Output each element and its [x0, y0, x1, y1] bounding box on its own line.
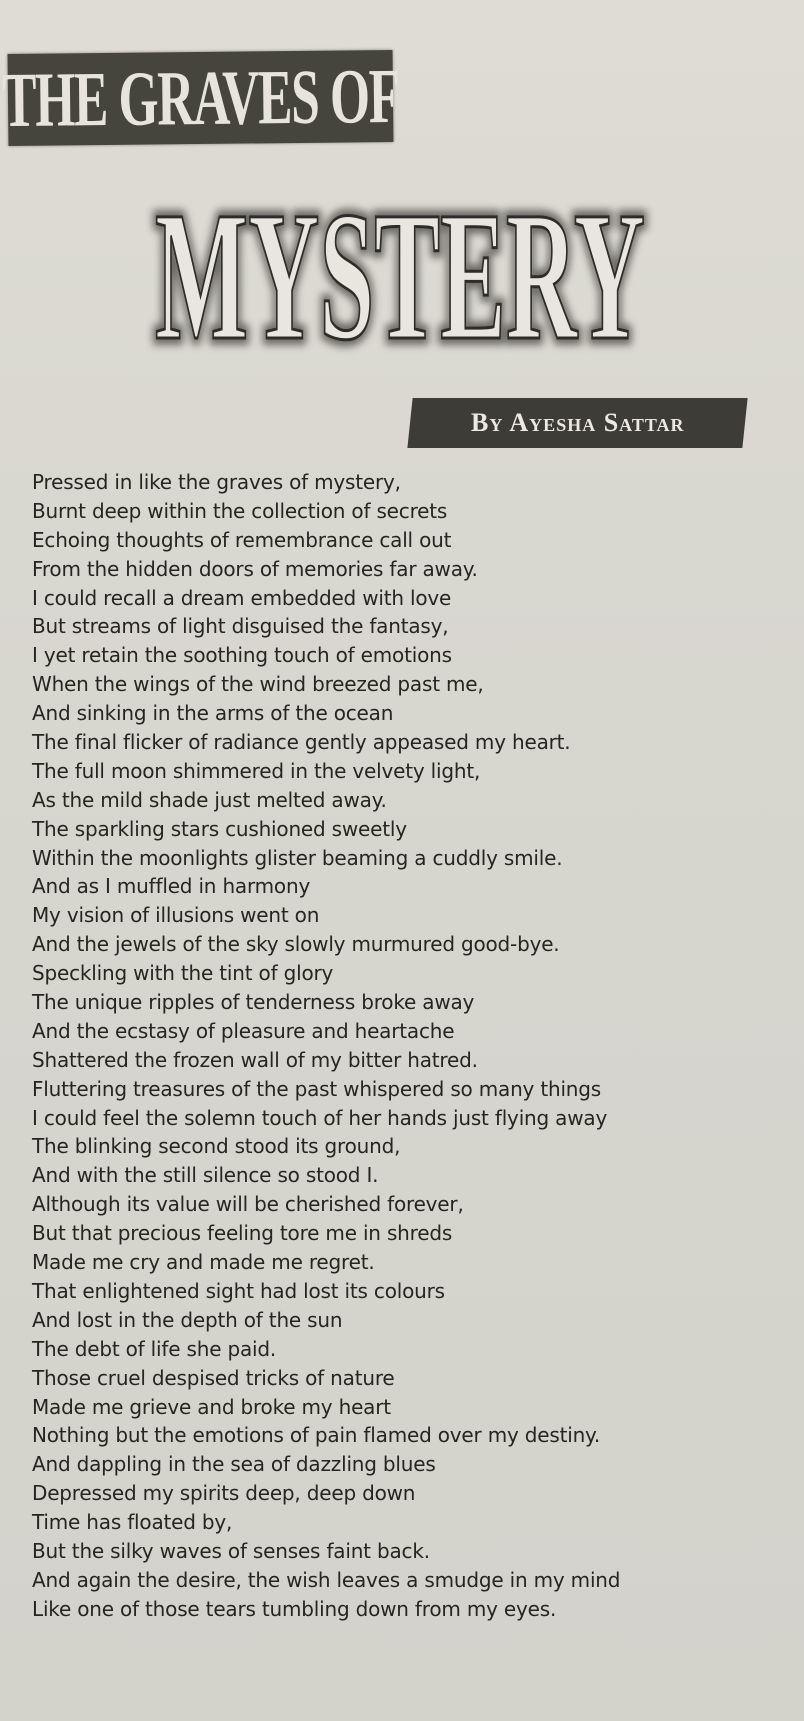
poem-line: The full moon shimmered in the velvety light, [32, 758, 481, 783]
title-banner [1, 50, 400, 146]
poem-line: When the wings of the wind breezed past me, [32, 672, 484, 697]
poem-line: And the jewels of the sky slowly murmured good-bye. [32, 932, 560, 957]
poem-line: The debt of life she paid. [32, 1336, 277, 1361]
poem-line: Depressed my spirits deep, deep down [32, 1481, 416, 1506]
poem-line: Echoing thoughts of remembrance call out [32, 527, 452, 552]
poem-line: But that precious feeling tore me in shreds [32, 1221, 453, 1246]
title-main-word [145, 168, 655, 378]
poem-line: From the hidden doors of memories far away. [32, 556, 478, 581]
poem-line: The final flicker of radiance gently appeased my heart. [32, 730, 571, 755]
poem-line: Shattered the frozen wall of my bitter hatred. [32, 1047, 478, 1072]
poem-line: And as I muffled in harmony [32, 874, 311, 899]
poem-line: Made me grieve and broke my heart [32, 1394, 391, 1419]
poem-line: Time has floated by, [32, 1510, 233, 1535]
poem-line: And dappling in the sea of dazzling blues [32, 1452, 436, 1477]
poem-line: But the silky waves of senses faint back. [32, 1538, 430, 1563]
byline-banner [407, 398, 747, 448]
poem-line: That enlightened sight had lost its colours [32, 1278, 445, 1303]
poem-line: Those cruel despised tricks of nature [32, 1365, 395, 1390]
title-main-word-shadow: MYSTERY [155, 174, 645, 378]
poem-line: And sinking in the arms of the ocean [32, 701, 394, 726]
poem-line: But streams of light disguised the fantasy, [32, 614, 449, 639]
poem-line: Within the moonlights glister beaming a cuddly smile. [32, 845, 563, 870]
poem-line: I could recall a dream embedded with love [32, 585, 452, 610]
title-main-word-text: MYSTERY [155, 174, 645, 378]
poem-line: Burnt deep within the collection of secrets [32, 498, 448, 523]
poem-line: I could feel the solemn touch of her hands just flying away [32, 1105, 608, 1130]
poem-line: As the mild shade just melted away. [32, 787, 387, 812]
poem-line: And lost in the depth of the sun [32, 1307, 343, 1332]
poem-line: The sparkling stars cushioned sweetly [32, 816, 407, 841]
poem-line: The blinking second stood its ground, [32, 1134, 401, 1159]
poem-line: And again the desire, the wish leaves a smudge in my mind [32, 1567, 621, 1592]
byline-text: By Ayesha Sattar [470, 408, 685, 437]
poem-line: Made me cry and made me regret. [32, 1250, 375, 1275]
poem-line: The unique ripples of tenderness broke away [32, 990, 475, 1015]
poem-line: I yet retain the soothing touch of emotions [32, 643, 452, 668]
poem-line: And the ecstasy of pleasure and heartache [32, 1018, 455, 1043]
poem-line: Like one of those tears tumbling down from my eyes. [32, 1596, 557, 1621]
title-main-word-graphic [145, 168, 655, 378]
poem-line: My vision of illusions went on [32, 903, 320, 928]
poem-line: Speckling with the tint of glory [32, 961, 334, 986]
poem-body [32, 468, 792, 1624]
poem-line: Nothing but the emotions of pain flamed over my destiny. [32, 1423, 600, 1448]
poem-line: Fluttering treasures of the past whispered so many things [32, 1076, 602, 1101]
title-top-line: THE GRAVES OF [1, 51, 400, 144]
poem-line: Pressed in like the graves of mystery, [32, 470, 401, 494]
poem-line: And with the still silence so stood I. [32, 1163, 379, 1188]
poem-line: Although its value will be cherished forever, [32, 1192, 464, 1217]
